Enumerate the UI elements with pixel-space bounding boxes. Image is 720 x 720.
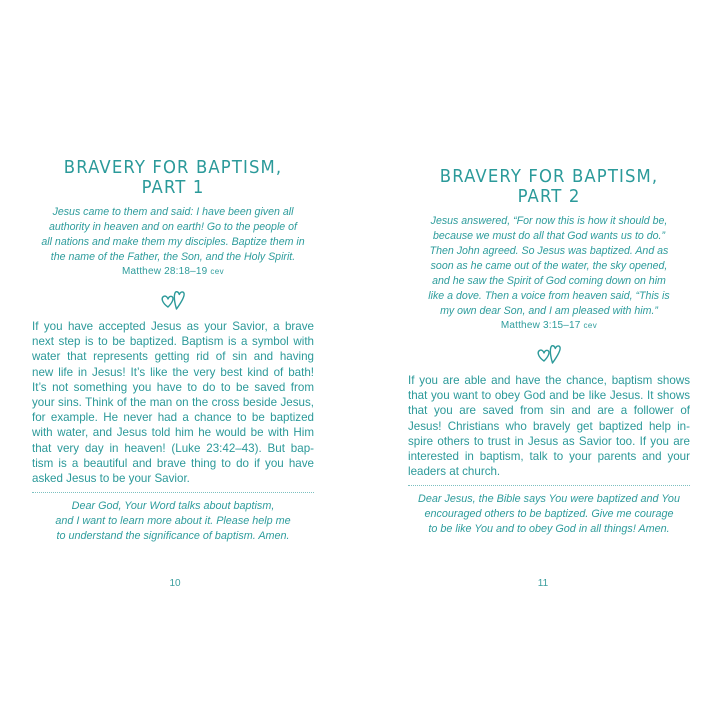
double-heart-icon	[32, 289, 314, 311]
verse-line: Then John agreed. So Jesus was baptized. And as	[429, 245, 669, 257]
prayer	[408, 492, 690, 537]
reference-version: cev	[583, 321, 598, 330]
body-line: that you want to obey God and be like Jesus. It shows	[408, 389, 690, 403]
reference-version: cev	[210, 267, 225, 276]
prayer-line: Dear God, Your Word talks about baptism,	[71, 500, 275, 513]
prayer-line: Dear Jesus, the Bible says You were baptized and You	[418, 493, 680, 506]
body-line: spire others to trust in Jesus as Savior too. If you are	[408, 434, 690, 448]
body-line: tism is a beautiful and brave thing to do if you have	[32, 456, 314, 470]
body-line: It’s not something you have to do to be saved from	[32, 380, 314, 394]
scripture-reference	[408, 319, 690, 333]
verse-line: and he saw the Spirit of God coming down on him	[432, 275, 666, 287]
devotion-body	[408, 373, 690, 479]
body-line: next step is to be baptized. Baptism is a symbol with	[32, 335, 314, 349]
right-page	[408, 0, 690, 537]
dotted-divider	[32, 492, 314, 493]
body-line: your sins. Think of the man on the cross beside Jesus,	[32, 396, 314, 410]
verse-line: like a dove. Then a voice from heaven said, “This is	[428, 290, 670, 302]
body-line: If you have accepted Jesus as your Savior, a brave	[32, 320, 314, 333]
verse-line: Jesus answered, “For now this is how it should be,	[430, 215, 668, 227]
body-line: new life in Jesus! It’s like the very best kind of bath!	[32, 365, 314, 379]
title-line: BRAVERY FOR BAPTISM,	[439, 166, 659, 186]
devotion-title	[408, 166, 690, 206]
verse-line: Jesus came to them and said: I have been given all	[52, 206, 294, 218]
devotion-body	[32, 319, 314, 486]
left-page	[32, 0, 314, 544]
body-line: that you are saved from sin and are a follower of	[408, 404, 690, 418]
verse-line: all nations and make them my disciples. Baptize them in	[41, 236, 305, 248]
prayer-line: encouraged others to be baptized. Give me courage	[424, 508, 674, 521]
body-line: that very day in heaven! (Luke 23:42–43). But bap-	[32, 441, 314, 455]
prayer-line: and I want to learn more about it. Please help me	[55, 515, 291, 528]
body-line: water that represents getting rid of sin and having	[32, 350, 314, 364]
verse-line: my own dear Son, and I am pleased with him.”	[440, 305, 658, 317]
title-line: BRAVERY FOR BAPTISM,	[63, 157, 283, 177]
page-number-right: 11	[537, 578, 549, 589]
verse-line: because we must do all that God wants us to do.”	[432, 230, 665, 242]
verse-line: authority in heaven and on earth! Go to the people of	[49, 221, 297, 233]
verse-line: soon as he came out of the water, the sky opened,	[430, 260, 668, 272]
double-heart-icon	[408, 343, 690, 365]
body-line: If you are able and have the chance, baptism shows	[408, 374, 690, 387]
prayer	[32, 499, 314, 544]
body-line: for example. He never had a chance to be baptized	[32, 411, 314, 425]
verse-line: the name of the Father, the Son, and the Holy Spirit.	[50, 251, 296, 263]
body-line: leaders at church.	[408, 465, 501, 479]
page-number-left: 10	[169, 578, 181, 589]
prayer-line: to understand the significance of baptism. Amen.	[56, 530, 290, 543]
scripture-quote	[32, 205, 314, 265]
body-line: with water, and Jesus told him he would be with Him	[32, 426, 314, 440]
scripture-reference	[32, 265, 314, 279]
scripture-quote	[408, 214, 690, 319]
reference-passage: Matthew 28:18–19	[121, 266, 208, 277]
body-line: Jesus! Christians who bravely get baptized help in-	[408, 419, 690, 433]
title-line: PART 1	[141, 177, 205, 197]
reference-passage: Matthew 3:15–17	[500, 320, 581, 331]
prayer-line: to be like You and to obey God in all things! Amen.	[428, 523, 670, 536]
devotion-title	[32, 157, 314, 197]
dotted-divider	[408, 485, 690, 486]
body-line: asked Jesus to be your Savior.	[32, 472, 190, 486]
title-line: PART 2	[517, 186, 581, 206]
body-line: interested in baptism, talk to your parents and your	[408, 450, 690, 464]
